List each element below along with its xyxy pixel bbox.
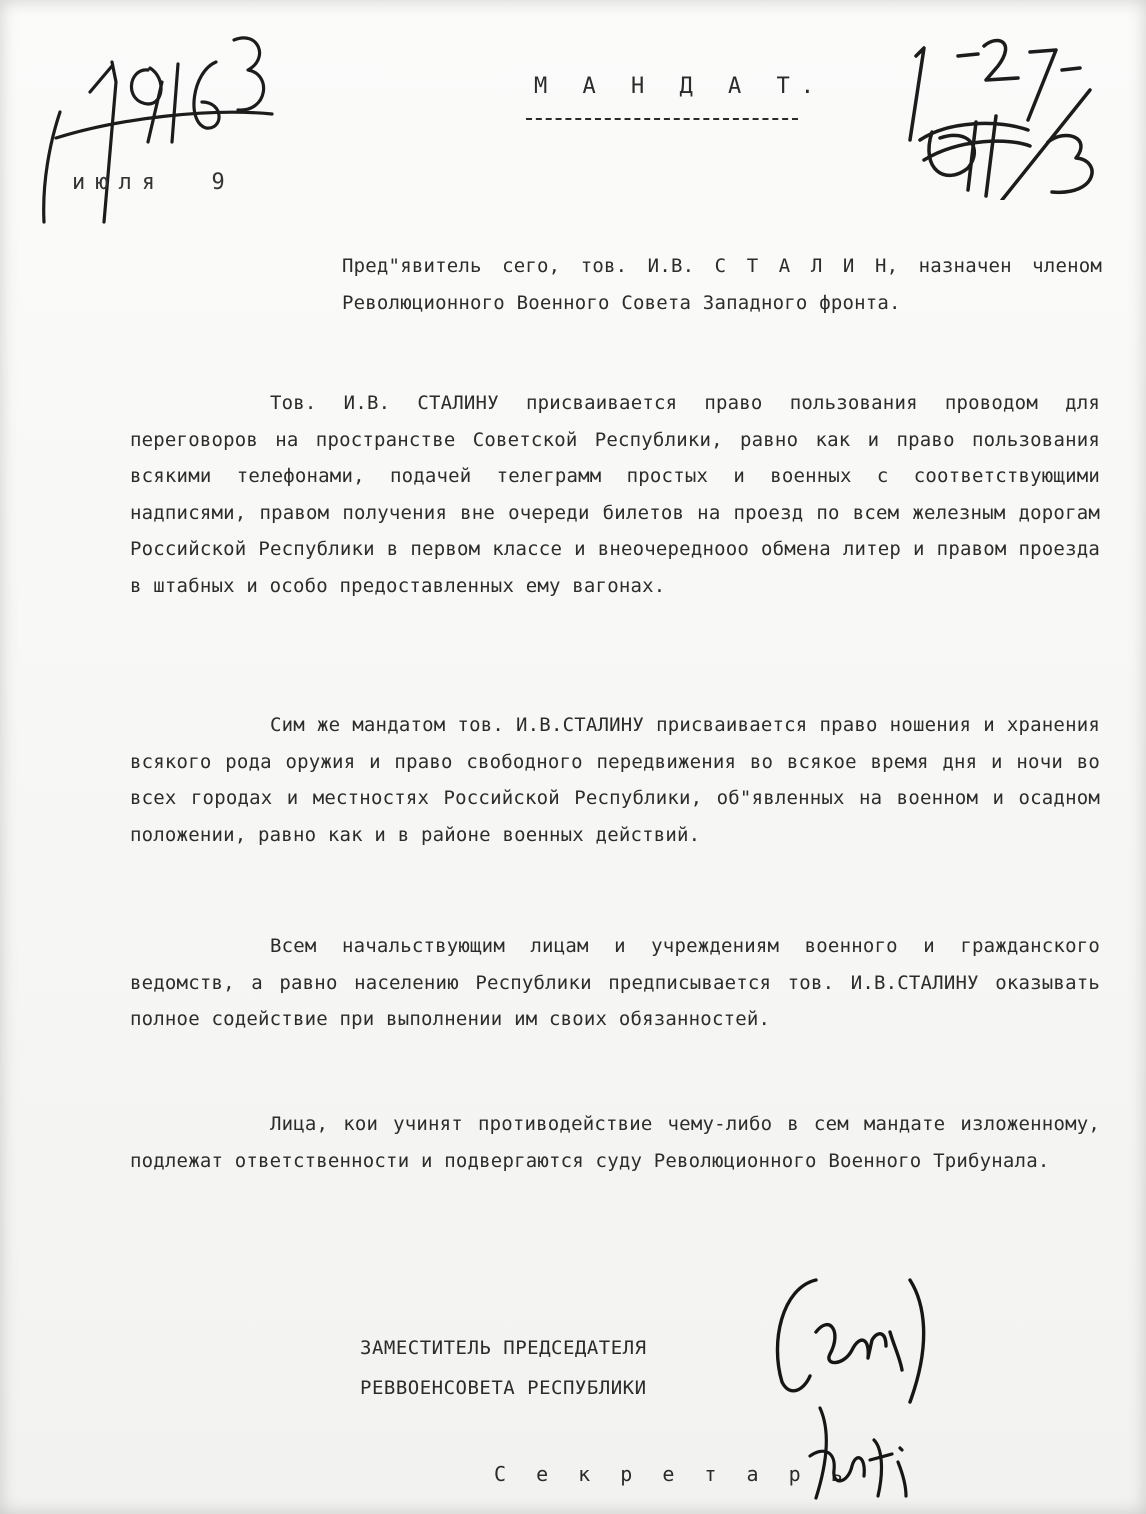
- handwritten-signature-secretary: [790, 1400, 930, 1510]
- signatory-title-line2: РЕВВОЕНСОВЕТА РЕСПУБЛИКИ: [360, 1377, 647, 1399]
- document-date: июля 9: [72, 170, 235, 195]
- signatory-block: [360, 1328, 647, 1408]
- document-title: М А Н Д А Т.: [534, 74, 825, 99]
- title-underline: [526, 118, 798, 120]
- handwritten-signature-deputy: [760, 1262, 960, 1412]
- signatory-title-line1: ЗАМЕСТИТЕЛЬ ПРЕДСЕДАТЕЛЯ: [360, 1337, 647, 1359]
- paragraph-appointment: Пред"явитель сего, тов. И.В. С Т А Л И Н, назначен членом Революционного Военного Совета Западного фронта.: [342, 255, 1102, 314]
- handwritten-registry-numbers: [880, 20, 1120, 200]
- paragraph-assistance-order: Всем начальствующим лицам и учреждениям военного и гражданского ведомств, а равно населению Республики предписывается тов. И.В.СТАЛИНУ оказывать полное содействие при выполнении им своих обязанностей.: [130, 935, 1100, 1030]
- secretary-label: С е к р е т а р ь: [494, 1462, 852, 1486]
- paragraph-communication-rights: Тов. И.В. СТАЛИНУ присваивается право пользования проводом для переговоров на пространстве Советской Республики, равно как и право пользования всякими телефонами, подачей телеграмм простых и военных с соответствующими надписями, правом получения вне очереди билетов на проезд по всем железным дорогам Российской Республики в первом классе и внеочередноoo обмена литер и правом проезда в штабных и особо предоставленных ему вагонах.: [130, 392, 1100, 597]
- paragraph-arms-and-movement: Сим же мандатом тов. И.В.СТАЛИНУ присваивается право ношения и хранения всякого рода оружия и право свободного передвижения во всякое время дня и ночи во всех городах и местностях Российской Республики, об"явленных на военном и осадном положении, равно как и в районе военных действий.: [130, 714, 1100, 846]
- paragraph-tribunal-warning: Лица, кои учинят противодействие чему-либо в сем мандате изложенному, подлежат ответственности и подвергаются суду Революционного Военного Трибунала.: [130, 1113, 1100, 1172]
- handwritten-year-mark: [20, 22, 280, 242]
